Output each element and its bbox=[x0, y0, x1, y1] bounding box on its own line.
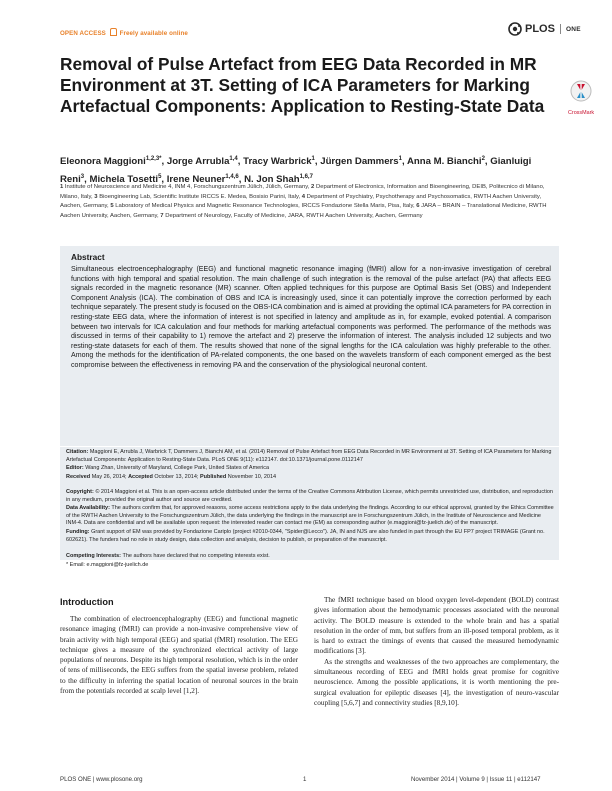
author-name: Jürgen Dammers$^1$ bbox=[320, 156, 402, 168]
history-dates bbox=[66, 474, 554, 482]
competing-label: Competing Interests: bbox=[66, 553, 122, 559]
open-access-badge bbox=[60, 28, 188, 37]
author-name: Michela Tosetti$^5$ bbox=[89, 173, 162, 185]
accepted-date: October 13, 2014; bbox=[154, 474, 199, 480]
author-name: Anna M. Bianchi$^2$ bbox=[406, 156, 485, 168]
footer-issue-info: November 2014 | Volume 9 | Issue 11 | e112147 bbox=[411, 776, 541, 783]
crossmark-icon bbox=[570, 80, 592, 104]
affiliation-text: Department of Electronics, Information and Bioengineering, DEIB, Politecnico di Milano, Milano, Italy, bbox=[60, 184, 545, 200]
corresponding-email[interactable]: * Email: e.maggioni@fz-juelich.de bbox=[66, 562, 149, 568]
data-availability-text: The authors confirm that, for approved reasons, some access restrictions apply to the data underlying the findings. According to our ethical approval, granted by the Ethics Committee of the RWTH Aachen University to the Forschungszentrum Jülich, the data underlying the findings in the manuscript are in Forschungszentrum Jülich, in the Institute of Neuroscience and Medicine INM-4. Data are confidential and will be available upon request: the interested reader can contact me (EM) as corresponding author (e.maggioni@fz-juelich.de) of the manuscript. bbox=[66, 505, 554, 527]
funding-label: Funding: bbox=[66, 529, 90, 535]
citation bbox=[66, 449, 554, 464]
competing-interests bbox=[66, 553, 554, 561]
funding bbox=[66, 529, 554, 544]
author-name: Eleonora Maggioni$^{1,2,3*}$ bbox=[60, 156, 162, 168]
body-column-left bbox=[60, 614, 298, 696]
received-date: May 26, 2014; bbox=[91, 474, 127, 480]
affiliation-number: 7 bbox=[160, 213, 166, 220]
body-paragraph: The fMRI technique based on blood oxygen level-dependent (BOLD) contrast gives information about the hemodynamic processes associated with the neuronal activity. The BOLD measure is extended to the whole brain and has a spatial resolution in the order of mm, but suffers from an ill-posed temporal problem, as it is hard to extract the timings of events that caused the measured hemodynamic modifications [3]. bbox=[314, 596, 559, 656]
affiliation-number: 5 bbox=[110, 203, 116, 210]
author-affiliation-mark: 1,4 bbox=[229, 156, 238, 162]
body-paragraph: The combination of electroencephalography (EEG) and functional magnetic resonance imaging (fMRI) can provide a non-invasive comprehensive view of brain activity with high temporal (EEG) and spatial (fMRI) resolution. The EEG technique gives a measure of the synchronized electrical activity of large populations of neurons. Despite its high temporal resolution, which is in the order of tens of milliseconds, the EEG suffers from the spatial inverse problem, related to the difficulty in inferring the spatial location of neuronal sources in the brain from the potentials recorded at scalp level [1,2]. bbox=[60, 615, 298, 696]
author-list: Eleonora Maggioni$^{1,2,3*}$, Jorge Arrubla$^{1,4}$, Tracy Warbrick$^1$, Jürgen Dammers$^1$, Anna M. Bianchi$^2$, Gianluigi Reni$^3$, Michela Tosetti$^5$, Irene Neuner$^{1,4,6}$, N. Jon Shah$^{1,6,7}$ bbox=[60, 156, 532, 185]
author-name: N. Jon Shah$^{1,6,7}$ bbox=[244, 173, 313, 185]
author-affiliation-mark: 1,2,3* bbox=[145, 156, 162, 162]
journal-name: ONE bbox=[565, 25, 581, 33]
abstract-divider bbox=[60, 446, 559, 447]
footer-journal-url: PLOS ONE | www.plosone.org bbox=[60, 776, 143, 783]
free-online-label: Freely available online bbox=[119, 30, 188, 37]
author-affiliation-mark: 1 bbox=[311, 156, 315, 162]
competing-text: The authors have declared that no competing interests exist. bbox=[122, 553, 270, 559]
affiliation-text: Department of Psychiatry, Psychotherapy and Psychosomatics, RWTH Aachen University, Aachen, Germany, bbox=[60, 193, 542, 210]
author-name: Tracy Warbrick$^1$ bbox=[243, 156, 315, 168]
section-heading-introduction: Introduction bbox=[60, 597, 114, 607]
article-title: Removal of Pulse Artefact from EEG Data Recorded in MR Environment at 3T. Setting of ICA Parameters for Marking Artefactual Components: Application to Resting-State Data bbox=[60, 54, 545, 116]
open-lock-icon bbox=[110, 28, 117, 36]
author-affiliation-mark: 3 bbox=[80, 173, 85, 180]
author-name: Gianluigi Reni$^3$ bbox=[60, 156, 532, 185]
data-availability-label: Data Availability: bbox=[66, 505, 110, 511]
affiliation-text: Laboratory of Medical Physics and Magnetic Resonance Technologies, IRCCS Fondazione Stella Maris, Pisa, Italy, bbox=[115, 203, 417, 210]
open-access-label: OPEN ACCESS bbox=[60, 30, 106, 37]
author-affiliation-mark: 1,4,6 bbox=[225, 173, 239, 180]
editor-label: Editor: bbox=[66, 465, 84, 471]
affiliation-number: 1 bbox=[60, 184, 65, 190]
author-affiliation-mark: 1 bbox=[398, 156, 402, 162]
footer-page-number: 1 bbox=[303, 776, 307, 783]
plos-mark-icon bbox=[508, 22, 522, 36]
body-paragraph: As the strengths and weaknesses of the two approaches are complementary, the simultaneous recording of EEG and fMRI holds great promise for cognitive neuroscience. Among the possible applications, it is worth mentioning the pre-surgical evaluation for epileptic diseases [4], the investigation of neuro-vascular coupling [5,6,7] and connectivity studies [8,9,10]. bbox=[314, 657, 559, 707]
abstract-heading: Abstract bbox=[71, 252, 105, 262]
affiliation-text: Institute of Neuroscience and Medicine 4, INM 4, Forschungszentrum Jülich, Jülich, Germany, bbox=[64, 184, 312, 190]
abstract-text: Simultaneous electroencephalography (EEG) and functional magnetic resonance imaging (fMRI) allow for a non-invasive investigation of cerebral functions with high temporal and spatial resolution. The main challenge of such integration is the removal of the pulse artefact (PA) that affects EEG signals recorded in the magnetic resonance (MR) scanner. Often applied techniques for this purpose are Optimal Basis Set (OBS) and Independent Component Analysis (ICA). The combination of OBS and ICA is increasingly used, since it can potentially improve the correction performed by each technique separately. The present study is focused on the OBS-ICA combination and is aimed at providing the optimal ICA parameters for PA correction in resting-state EEG data, where the information of interest is not specified in latency and amplitude as in, for example, evoked potential. A comparison between two intervals for ICA calculation and four methods for marking artefactual components was performed. The performance of the methods was discussed in terms of their capability to 1) remove the artefact and 2) preserve the information of interest. The analysis included 12 subjects and two resting-state datasets for each of them. The results showed that none of the signal lengths for the ICA calculation was highly preferable to the other. Among the methods for the identification of PA-related components, the one based on the wavelets transform of each component emerged as the best compromise between the effectiveness in removing PA and the conservation of the physiological neuronal content. bbox=[71, 266, 551, 369]
body-column-right bbox=[314, 595, 559, 708]
affiliation-text: Bioengineering Lab, Scientific Institute IRCCS E. Medea, Bosisio Parini, Italy, bbox=[99, 193, 302, 200]
funding-text: Grant support of EM was provided by Fondazione Cariplo (project #2010-0344, "Spider@Lecco"). JA, IN and NJS are also funded in part through the EU FP7 project TRIMAGE (Grant no. 602621). The funders had no role in study design, data collection and analysis, decision to publish, or preparation of the manuscript. bbox=[66, 529, 545, 543]
author-name: Jorge Arrubla$^{1,4}$ bbox=[166, 156, 238, 168]
affiliation-text: JARA – BRAIN – Translational Medicine, RWTH Aachen University, Aachen, Germany, bbox=[60, 203, 547, 220]
affiliation-number: 4 bbox=[301, 193, 307, 200]
copyright-text: © 2014 Maggioni et al. This is an open-access article distributed under the terms of the Creative Commons Attribution License, which permits unrestricted use, distribution, and reproduction in any medium, provided the original author and source are credited. bbox=[66, 489, 553, 503]
affiliation-number: 3 bbox=[94, 193, 100, 200]
author-name: Irene Neuner$^{1,4,6}$ bbox=[166, 173, 239, 185]
copyright-label: Copyright: bbox=[66, 489, 94, 495]
citation-text: Maggioni E, Arrubla J, Warbrick T, Dammers J, Bianchi AM, et al. (2014) Removal of Pulse Artefact from EEG Data Recorded in MR Environment at 3T. Setting of ICA Parameters for Marking Artefactual Components: Application to Resting-State Data. PLoS ONE 9(11): e112147. doi:10.1371/journal.pone.0112147 bbox=[66, 449, 552, 463]
affiliation-list bbox=[60, 183, 560, 222]
copyright bbox=[66, 489, 554, 504]
affiliation-text: Department of Neurology, Faculty of Medicine, JARA, RWTH Aachen University, Aachen, Germany bbox=[165, 213, 423, 220]
crossmark-label: CrossMark bbox=[568, 110, 595, 116]
author-affiliation-mark: 5 bbox=[158, 173, 162, 180]
published-date: November 10, 2014 bbox=[227, 474, 277, 480]
plos-logo bbox=[508, 22, 581, 36]
affiliation-number: 2 bbox=[311, 184, 316, 190]
editor bbox=[66, 465, 554, 473]
publisher-name: PLOS bbox=[525, 23, 555, 35]
author-affiliation-mark: 1,6,7 bbox=[299, 173, 313, 180]
crossmark-badge[interactable] bbox=[568, 80, 594, 116]
author-affiliation-mark: 2 bbox=[481, 156, 485, 162]
citation-label: Citation: bbox=[66, 449, 89, 455]
editor-text: Wang Zhan, University of Maryland, College Park, United States of America bbox=[85, 465, 270, 471]
received-label: Received bbox=[66, 474, 91, 480]
published-label: Published bbox=[199, 474, 227, 480]
accepted-label: Accepted bbox=[128, 474, 153, 480]
affiliation-number: 6 bbox=[416, 203, 422, 210]
data-availability bbox=[66, 505, 554, 528]
logo-divider bbox=[560, 24, 561, 34]
